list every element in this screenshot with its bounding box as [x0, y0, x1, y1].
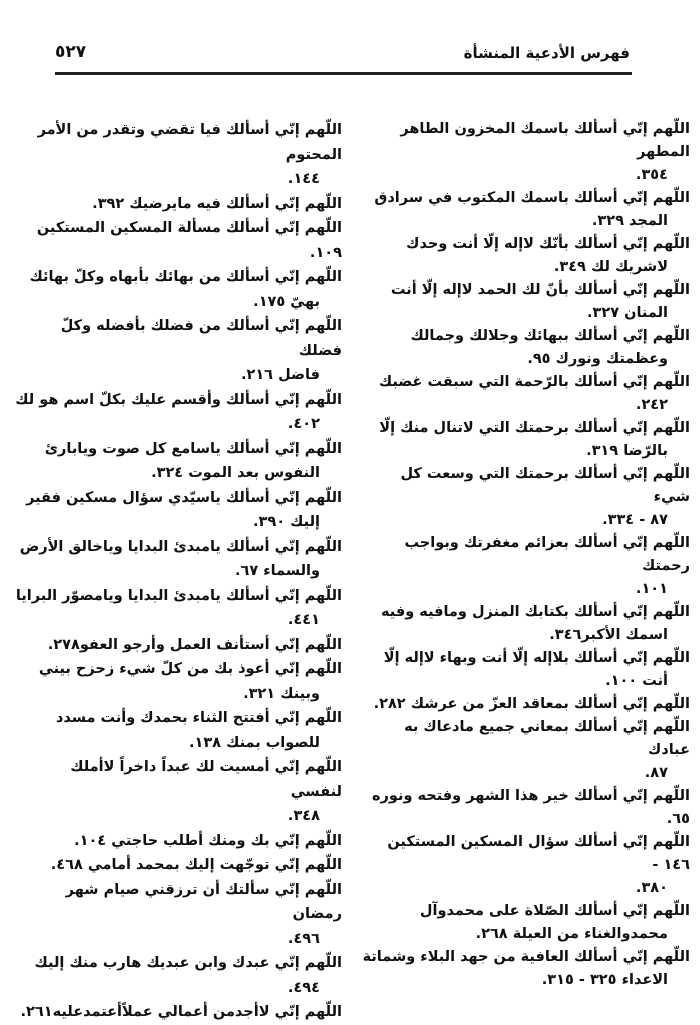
- entry-text: اللّهم إنّي أسألك باسمك المكتوب في سرادق: [374, 190, 690, 206]
- entry-text: اللّهم إنّي أفتتح الثناء بحمدك وأنت مسدد: [55, 710, 342, 726]
- index-entry: [362, 187, 690, 233]
- index-entry: [14, 878, 342, 952]
- index-entry: [362, 532, 690, 601]
- header-title: فهرس الأدعية المنشأة: [463, 44, 630, 62]
- left-column: [14, 118, 342, 1025]
- running-header: [55, 40, 630, 68]
- index-entry: [14, 216, 342, 265]
- entry-text: اللّهم إنّي أسألك يامبدئ البدايا وياخالق الأرض: [19, 538, 342, 555]
- entry-continuation: بهيّ ١٧٥.: [253, 293, 320, 310]
- entry-text: اللّهم إنّي أسألك برحمتك التي وسعت كل شيء: [400, 466, 690, 505]
- index-entry: [362, 601, 690, 647]
- entry-continuation: ١٤٤.: [287, 171, 320, 187]
- entry-text: اللّهم إنّي أسألك بمعاني جميع مادعاك به عبادك: [404, 719, 690, 758]
- entry-text: اللّهم إنّي أسألك يامبدئ البدايا ويامصوّر البرايا: [15, 587, 342, 604]
- entry-text: اللّهم إنّي أسألك من فضلك بأفضله وكلّ فضلك: [60, 318, 342, 359]
- index-entry: [14, 486, 342, 535]
- entry-continuation: ٢٤٢.: [635, 397, 668, 413]
- index-entry: [14, 388, 342, 437]
- entry-text: اللّهم إنّي أسألك بكتابك المنزل ومافيه وفيه: [381, 604, 690, 620]
- index-entry: [14, 755, 342, 829]
- index-entry: [362, 279, 690, 325]
- index-entry: [14, 1000, 342, 1025]
- entry-text: اللّهم إنّي أسألك ياسامع كل صوت ويابارئ: [44, 440, 342, 457]
- entry-continuation: بالرّضا ٣١٩.: [586, 443, 668, 459]
- entry-text: اللّهم إنّي أسألك بلاإله إلّا أنت وبهاء لاإله إلّا: [383, 650, 690, 666]
- entry-continuation: محمدوالغناء من العيلة ٢٦٨.: [475, 926, 668, 942]
- entry-continuation: الاعداء ٣٢٥ - ٣١٥.: [541, 972, 668, 988]
- entry-continuation: والسماء ٦٧.: [234, 563, 320, 579]
- index-entry: [362, 647, 690, 693]
- index-entry: [362, 693, 690, 716]
- entry-text: اللّهم إنّي سألتك أن ترزقني صيام شهر رمضان: [65, 881, 342, 922]
- entry-continuation: وعظمتك ونورك ٩٥.: [527, 351, 668, 367]
- entry-text: اللّهم إنّي أسألك العافية من جهد البلاء وشماتة: [362, 949, 690, 965]
- index-entry: [362, 371, 690, 417]
- entry-text: اللّهم إنّي أسألك الصّلاة على محمدوآل: [419, 903, 690, 919]
- entry-text: اللّهم إنّي أسألك برحمتك التي لاتنال منك إلّا: [379, 420, 690, 436]
- entry-continuation: المنان ٣٢٧.: [586, 305, 668, 321]
- entry-text: اللّهم إنّي أسألك باسمك المخزون الطاهر المطهر: [400, 121, 690, 160]
- index-entry: [14, 584, 342, 633]
- entry-text: اللّهم إنّي أمسيت لك عبداً داخراً لاأملك لنفسي: [70, 759, 342, 800]
- index-entry: [14, 192, 342, 217]
- entry-text: اللّهم إنّي أسألك بأنّك لاإله إلّا أنت وحدك: [406, 236, 690, 252]
- entry-continuation: ٨٧ - ٣٣٤.: [602, 512, 668, 528]
- index-entry: [362, 463, 690, 532]
- index-entry: [362, 900, 690, 946]
- entry-continuation: وبينك ٣٢١.: [243, 685, 320, 702]
- index-entry: [14, 535, 342, 584]
- entry-text: اللّهم إنّي أسألك فيا تقضي وتقدر من الأمر المحتوم: [37, 122, 342, 163]
- index-entry: [362, 417, 690, 463]
- entry-text: اللّهم إنّي أستأنف العمل وأرجو العفو٢٧٨.: [47, 636, 342, 653]
- entry-text: اللّهم إنّي أسألك من بهائك بأبهاه وكلّ بهائك: [29, 269, 342, 285]
- entry-continuation: ٣٨٠.: [635, 880, 668, 896]
- entry-text: اللّهم إنّي توجّهت إليك بمحمد أمامي ٤٦٨.: [50, 857, 342, 873]
- entry-continuation: المجد ٣٢٩.: [591, 213, 668, 229]
- index-entry: [14, 829, 342, 854]
- index-entry: [14, 633, 342, 658]
- entry-text: اللّهم إنّي أسألك بالرّحمة التي سبقت غضبك: [378, 374, 690, 390]
- entry-continuation: ٤٤١.: [287, 612, 320, 628]
- entry-text: اللّهم إنّي أسألك سؤال المسكين المستكين ١٤٦ -: [387, 834, 690, 873]
- index-entry: [362, 325, 690, 371]
- entry-text: اللّهم إنّي أسألك ياسيّدي سؤال مسكين فقير: [26, 489, 342, 506]
- entry-text: اللّهم إنّي أسألك خير هذا الشهر وفتحه ونوره ٦٥.: [372, 788, 690, 827]
- entry-text: اللّهم إنّي أسألك ببهائك وجلالك وجمالك: [410, 328, 690, 344]
- index-entry: [14, 706, 342, 755]
- entry-continuation: ٤٠٢.: [287, 416, 320, 432]
- entry-continuation: ١٠١.: [635, 581, 668, 597]
- entry-continuation: ٣٤٨.: [287, 808, 320, 824]
- entry-text: اللّهم إنّي أسألك مسألة المسكين المستكين ١٠٩.: [36, 220, 342, 261]
- index-entry: [14, 314, 342, 388]
- entry-text: اللّهم إنّي أسألك بأنّ لك الحمد لاإله إلّا أنت: [390, 282, 690, 298]
- entry-continuation: ٨٧.: [644, 765, 668, 781]
- index-entry: [14, 118, 342, 192]
- index-entry: [362, 233, 690, 279]
- entry-continuation: فاضل ٢١٦.: [240, 367, 320, 383]
- index-entry: [14, 951, 342, 1000]
- right-column: [362, 118, 690, 992]
- entry-text: اللّهم إنّي أعوذ بك من كلّ شيء زحزح بيني: [38, 661, 342, 677]
- entry-continuation: ٤٩٦.: [287, 930, 320, 947]
- page-number: ٥٢٧: [55, 42, 87, 62]
- entry-continuation: إليك ٣٩٠.: [253, 514, 320, 530]
- entry-continuation: لاشريك لك ٣٤٩.: [553, 259, 668, 275]
- entry-continuation: النفوس بعد الموت ٣٢٤.: [151, 465, 320, 481]
- entry-continuation: أنت ١٠٠.: [605, 673, 668, 689]
- entry-continuation: ٣٥٤.: [635, 167, 668, 183]
- entry-text: اللّهم إنّي أسألك فيه مايرضيك ٣٩٢.: [92, 195, 342, 212]
- index-entry: [14, 265, 342, 314]
- index-entry: [362, 831, 690, 900]
- index-entry: [362, 118, 690, 187]
- index-entry: [362, 716, 690, 785]
- entry-text: اللّهم إنّي أسألك وأقسم عليك بكلّ اسم هو لك: [15, 391, 342, 408]
- entry-text: اللّهم إنّي بك ومنك أطلب حاجتي ١٠٤.: [74, 832, 342, 849]
- index-entry: [14, 437, 342, 486]
- index-entry: [14, 853, 342, 878]
- entry-text: اللّهم إنّي عبدك وابن عبديك هارب منك إليك: [34, 955, 342, 971]
- index-entry: [14, 657, 342, 706]
- entry-text: اللّهم إنّي لاأجدمن أعمالي عملاًأعتمدعليه٢٦١.: [20, 1004, 342, 1020]
- entry-text: اللّهم إنّي أسألك بعزائم مغفرتك وبواجب رحمتك: [404, 535, 690, 574]
- entry-continuation: ٤٩٤.: [287, 979, 320, 996]
- index-entry: [362, 946, 690, 992]
- index-entry: [362, 785, 690, 831]
- header-rule: [55, 72, 632, 75]
- entry-text: اللّهم إنّي أسألك بمعاقد العزّ من عرشك ٢٨٢.: [373, 696, 690, 712]
- entry-continuation: للصواب بمنك ١٣٨.: [188, 734, 320, 751]
- entry-continuation: اسمك الأكبر٣٤٦.: [549, 627, 668, 643]
